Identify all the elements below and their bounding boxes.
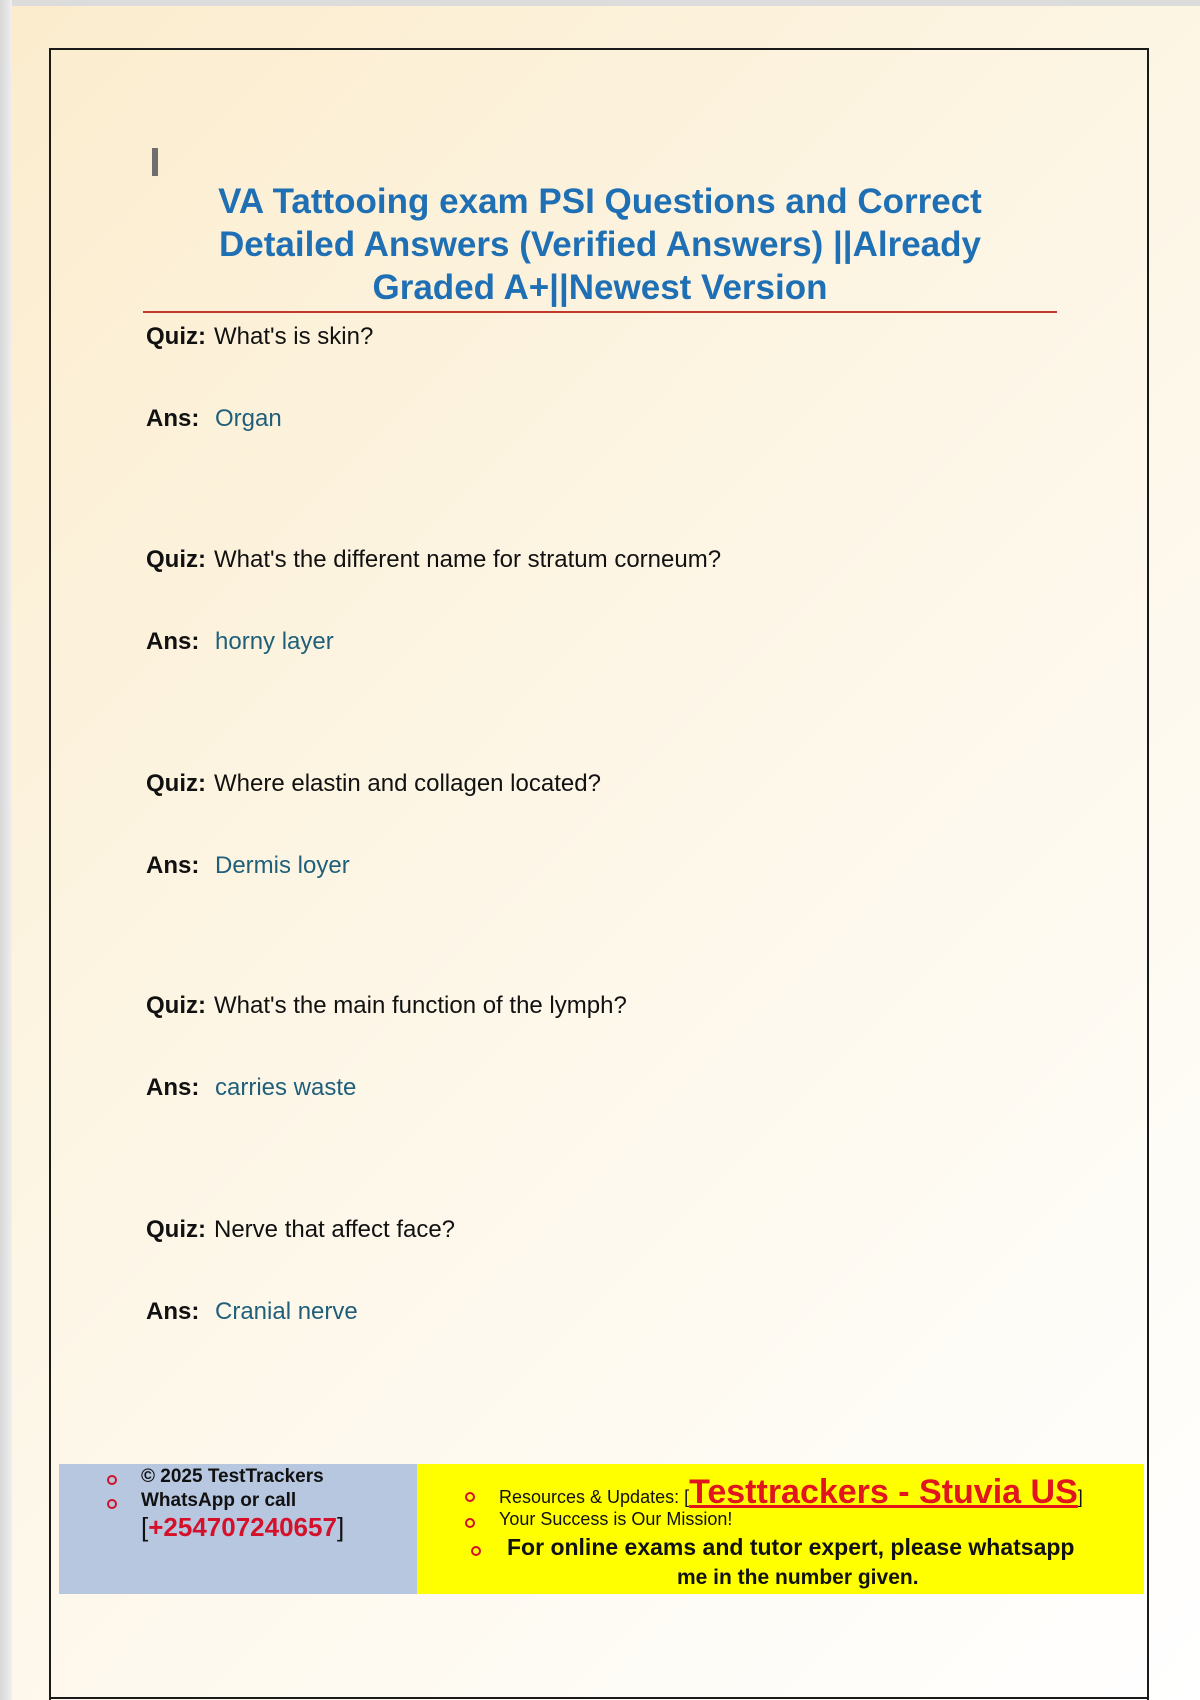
quiz-label: Quiz: (146, 992, 206, 1019)
answer-label: Ans: (146, 1074, 200, 1101)
bullet-icon (107, 1475, 117, 1485)
answer-text: Cranial nerve (215, 1298, 358, 1325)
question-line (146, 322, 1046, 352)
viewer-left-edge (0, 0, 12, 1700)
bullet-icon (107, 1499, 117, 1509)
copyright-text: © 2025 TestTrackers (141, 1466, 324, 1487)
qa-item (146, 991, 1046, 1101)
title-divider (143, 311, 1057, 313)
document-title (143, 180, 1057, 309)
answer-line (146, 1073, 356, 1103)
answer-text: carries waste (215, 1074, 357, 1101)
quiz-label: Quiz: (146, 770, 206, 797)
answer-line (146, 851, 350, 881)
text-cursor-icon (152, 148, 158, 176)
answer-text: Organ (215, 405, 282, 432)
answer-label: Ans: (146, 852, 200, 879)
answer-text: horny layer (215, 628, 334, 655)
answer-label: Ans: (146, 1298, 200, 1325)
answer-text: Dermis loyer (215, 852, 350, 879)
bullet-icon (465, 1492, 475, 1502)
page-bottom-edge (49, 1697, 1149, 1699)
answer-line (146, 627, 334, 657)
quiz-label: Quiz: (146, 546, 206, 573)
qa-item (146, 322, 1046, 432)
viewer-top-edge (0, 0, 1200, 6)
question-line (146, 1215, 1046, 1245)
title-line: VA Tattooing exam PSI Questions and Correct (218, 182, 982, 221)
question-text: What's the main function of the lymph? (214, 992, 627, 1019)
footer-promo-panel (417, 1464, 1144, 1594)
qa-item (146, 1215, 1046, 1325)
answer-label: Ans: (146, 628, 200, 655)
quiz-label: Quiz: (146, 323, 206, 350)
phone-number[interactable]: [+254707240657] (141, 1512, 345, 1542)
bullet-icon (465, 1518, 475, 1528)
answer-line (146, 404, 282, 434)
question-text: Where elastin and collagen located? (214, 770, 601, 797)
question-text: What's the different name for stratum corneum? (214, 546, 722, 573)
quiz-label: Quiz: (146, 1216, 206, 1243)
whatsapp-label: WhatsApp or call (141, 1490, 297, 1511)
title-line: Detailed Answers (Verified Answers) ||Already (219, 225, 981, 264)
mission-text: Your Success is Our Mission! (499, 1509, 733, 1529)
title-line: Graded A+||Newest Version (372, 268, 828, 307)
qa-item (146, 545, 1046, 655)
footer-contact-panel (59, 1464, 417, 1594)
question-line (146, 991, 1046, 1021)
question-line (146, 769, 1046, 799)
answer-label: Ans: (146, 405, 200, 432)
question-text: What's is skin? (214, 323, 374, 350)
answer-line (146, 1297, 358, 1327)
cta-line: For online exams and tutor expert, please whatsapp (507, 1534, 1075, 1560)
resources-line: Resources & Updates: [Testtrackers - Stuvia US] (499, 1473, 1083, 1511)
question-line (146, 545, 1046, 575)
question-text: Nerve that affect face? (214, 1216, 456, 1243)
qa-item (146, 769, 1046, 879)
resources-label: Resources & Updates: (499, 1487, 680, 1507)
stuvia-link[interactable]: Testtrackers - Stuvia US (689, 1473, 1078, 1511)
bullet-icon (471, 1546, 481, 1556)
cta-line: me in the number given. (677, 1566, 919, 1589)
